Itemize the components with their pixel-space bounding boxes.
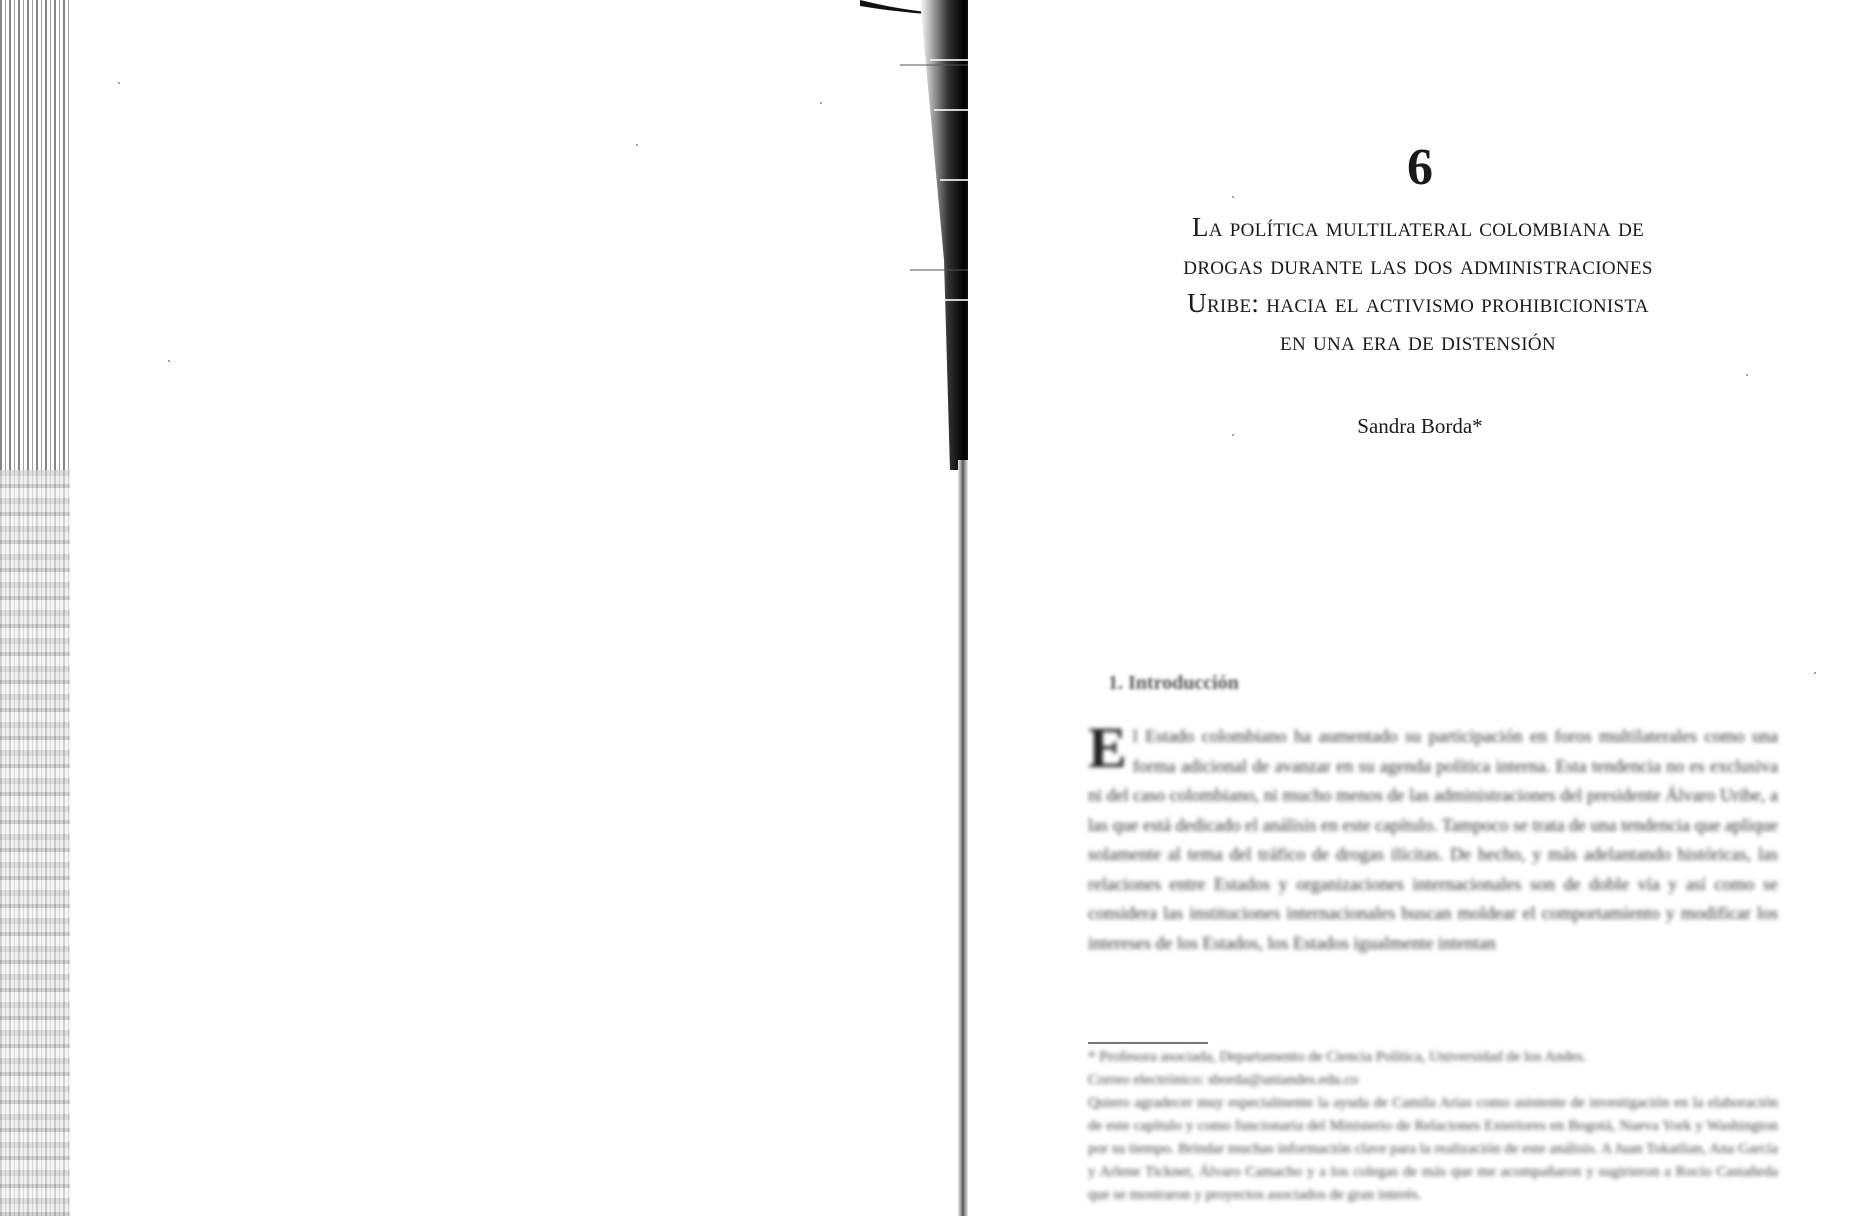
chapter-number: 6 (1407, 139, 1433, 196)
section-heading: 1. Introducción (1108, 672, 1239, 694)
footnotes (1088, 1046, 1778, 1207)
body-paragraph (1088, 715, 1778, 958)
body-paragraph-text: l Estado colombiano ha aumentado su participación en foros multilaterales como una forma adicional de avanzar en su agenda política interna. Esta tendencia no es exclusiva ni del caso colombiano, ni mucho menos de las administraciones del presidente Álvaro Uribe, a las que está dedicado el análisis en este capítulo. Tampoco se trata de una tendencia que aplique solamente al tema del tráfico de drogas ilícitas. De hecho, y más adelantando históricas, las relaciones entre Estados y organizaciones internacionales son de doble vía y así como se considera las instituciones internacionales buscan moldear el comportamiento y modificar los intereses de los Estados, los Estados igualmente intentan (1088, 726, 1778, 953)
footnote-line: Correo electrónico: sborda@uniandes.edu.co (1088, 1072, 1359, 1088)
chapter-title (1088, 208, 1748, 360)
chapter-title-line: La política multilateral colombiana de (1191, 212, 1645, 242)
chapter-title-line: en una era de distensión (1280, 326, 1556, 356)
footnote-line: Quiero agradecer muy especialmente la ayuda de Camila Arias como asistente de investigación en la elaboración de este capítulo y como funcionaria del Ministerio de Relaciones Exteriores en Bogotá, Nueva York y Washington por su tiempo. Brindar muchas información clave para la realización de este análisis. A Juan Tokatlian, Ana García y Arlene Tickner, Álvaro Camacho y a los colegas de más que me acompañaron y sugirieron a Rocío Castañeda que se mostraron y proyectos asociados de gran interés. (1088, 1095, 1778, 1203)
scan-edge-fade (0, 470, 70, 1216)
chapter-title-line: Uribe: hacia el activismo prohibicionista (1187, 288, 1649, 318)
chapter-title-line: drogas durante las dos administraciones (1183, 250, 1653, 280)
drop-cap: E (1088, 715, 1127, 780)
spine-gutter-line (958, 460, 968, 1216)
footnote-line: * Profesora asociada, Departamento de Ciencia Política, Universidad de los Andes. (1088, 1049, 1587, 1065)
author-name: Sandra Borda* (1357, 414, 1483, 438)
footnote-rule (1088, 1042, 1208, 1044)
